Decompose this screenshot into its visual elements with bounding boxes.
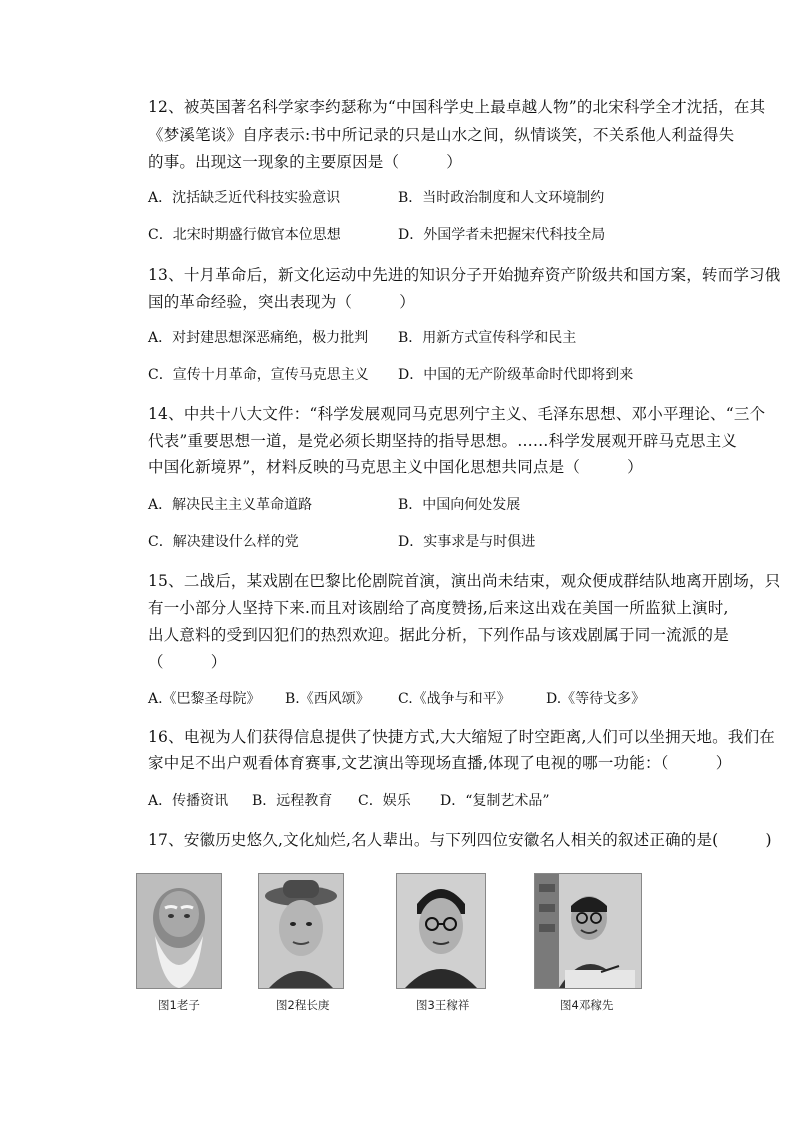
q15-line-3: 出人意料的受到囚犯们的热烈欢迎。据此分析，下列作品与该戏剧属于同一流派的是 <box>148 626 729 644</box>
q14-option-b: B．中国向何处发展 <box>398 497 521 513</box>
q12-line-3: 的事。出现这一现象的主要原因是（ ） <box>148 153 463 171</box>
q13-option-a: A．对封建思想深恶痛绝，极力批判 <box>148 330 369 346</box>
q14-line-2: 代表”重要思想一道，是党必须长期坚持的指导思想。……科学发展观开辟马克思主义 <box>148 432 738 450</box>
figure-1-caption: 图1老子 <box>158 998 200 1012</box>
q12-line-1: 12、被英国著名科学家李约瑟称为“中国科学史上最卓越人物”的北宋科学全才沈括，在其 <box>148 98 766 116</box>
q15-option-a: A.《巴黎圣母院》 <box>148 691 261 707</box>
q12-option-b: B．当时政治制度和人文环境制约 <box>398 190 605 206</box>
q12-line-2: 《梦溪笔谈》自序表示:书中所记录的只是山水之间，纵情谈笑，不关系他人利益得失 <box>148 126 735 144</box>
q15-option-d: D.《等待戈多》 <box>546 691 646 707</box>
q12-option-a: A．沈括缺乏近代科技实验意识 <box>148 190 341 206</box>
q16-option-b: B．远程教育 <box>252 793 333 809</box>
figure-4-caption: 图4邓稼先 <box>560 998 614 1012</box>
q13-option-b: B．用新方式宣传科学和民主 <box>398 330 577 346</box>
q16-option-d: D．“复制艺术品” <box>440 793 550 809</box>
q15-option-c: C.《战争与和平》 <box>398 691 511 707</box>
q16-option-a: A．传播资讯 <box>148 793 229 809</box>
q15-line-2: 有一小部分人坚持下来.而且对该剧给了高度赞扬,后来这出戏在美国一所监狱上演时, <box>148 599 729 617</box>
q15-line-4: （ ） <box>148 653 227 671</box>
figure-3-caption: 图3王稼祥 <box>416 998 470 1012</box>
q17-line-1: 17、安徽历史悠久,文化灿烂,名人辈出。与下列四位安徽名人相关的叙述正确的是( ) <box>148 831 772 849</box>
q15-option-b: B.《西风颂》 <box>285 691 370 707</box>
q14-option-a: A．解决民主主义革命道路 <box>148 497 313 513</box>
figure-1-portrait-photo <box>136 873 222 989</box>
q13-option-d: D．中国的无产阶级革命时代即将到来 <box>398 367 634 383</box>
q14-option-d: D．实事求是与时俱进 <box>398 534 536 550</box>
q12-option-d: D．外国学者未把握宋代科技全局 <box>398 227 606 243</box>
q15-line-1: 15、二战后，某戏剧在巴黎比伦剧院首演，演出尚未结束，观众便成群结队地离开剧场，只 <box>148 572 781 590</box>
q12-option-c: C．北宋时期盛行做官本位思想 <box>148 227 341 243</box>
figure-2-portrait-photo <box>258 873 344 989</box>
figure-3-portrait-photo <box>396 873 486 989</box>
q16-line-2: 家中足不出户观看体育赛事,文艺演出等现场直播,体现了电视的哪一功能：（ ） <box>148 754 732 772</box>
q13-option-c: C．宣传十月革命，宣传马克思主义 <box>148 367 369 383</box>
q16-line-1: 16、电视为人们获得信息提供了快捷方式,大大缩短了时空距离,人们可以坐拥天地。我们在 <box>148 728 775 746</box>
q16-option-c: C．娱乐 <box>358 793 411 809</box>
q13-line-1: 13、十月革命后，新文化运动中先进的知识分子开始抛弃资产阶级共和国方案，转而学习俄 <box>148 266 781 284</box>
q14-line-3: 中国化新境界”，材料反映的马克思主义中国化思想共同点是（ ） <box>148 458 643 476</box>
figure-2-caption: 图2程长庚 <box>276 998 330 1012</box>
figure-4-portrait-photo <box>534 873 642 989</box>
q14-option-c: C．解决建设什么样的党 <box>148 534 299 550</box>
q13-line-2: 国的革命经验，突出表现为（ ） <box>148 293 415 311</box>
q14-line-1: 14、中共十八大文件：“科学发展观同马克思列宁主义、毛泽东思想、邓小平理论、“三个 <box>148 405 766 423</box>
